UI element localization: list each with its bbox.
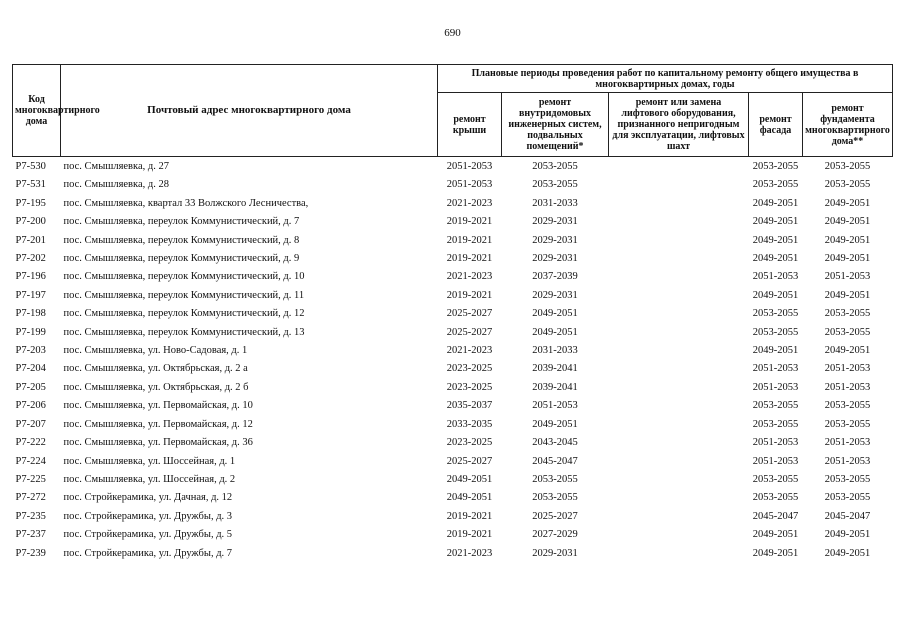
row-address: пос. Смышляевка, ул. Шоссейная, д. 1: [63, 455, 236, 467]
row-foundation: 2051-2053: [824, 271, 871, 283]
row-systems: 2029-2031: [532, 289, 578, 301]
row-address: пос. Смышляевка, ул. Первомайская, д. 12: [63, 418, 253, 430]
row-elevator: [609, 176, 749, 194]
row-elevator: [609, 157, 749, 177]
row-elevator: [609, 453, 749, 471]
row-foundation: 2049-2051: [824, 529, 871, 541]
row-address: пос. Смышляевка, переулок Коммунистический, д. 13: [63, 326, 305, 338]
row-code: Р7-196: [15, 271, 46, 283]
row-facade: 2053-2055: [752, 179, 799, 191]
row-foundation: 2051-2053: [824, 381, 871, 393]
table-row: [13, 379, 893, 397]
row-roof: 2023-2025: [446, 381, 493, 393]
table-row: [13, 526, 893, 544]
row-roof: 2021-2023: [446, 271, 493, 283]
row-foundation: 2051-2053: [824, 363, 871, 375]
row-address: пос. Смышляевка, ул. Шоссейная, д. 2: [63, 473, 236, 485]
header-foundation: ремонт фундамента многоквартирного дома**: [803, 93, 893, 157]
row-systems: 2039-2041: [532, 381, 578, 393]
table-row: [13, 195, 893, 213]
row-systems: 2053-2055: [532, 161, 578, 172]
row-roof: 2021-2023: [446, 197, 493, 209]
row-systems: 2049-2051: [532, 308, 578, 320]
table-row: [13, 434, 893, 452]
row-code: Р7-224: [15, 455, 46, 467]
table-row: [13, 489, 893, 507]
row-systems: 2027-2029: [532, 529, 578, 541]
table-row: [13, 268, 893, 286]
row-foundation: 2049-2051: [824, 289, 871, 301]
row-code: Р7-222: [15, 437, 46, 449]
row-facade: 2049-2051: [752, 345, 799, 357]
row-elevator: [609, 305, 749, 323]
table-row: [13, 324, 893, 342]
row-elevator: [609, 195, 749, 213]
row-code: Р7-204: [15, 363, 46, 375]
row-roof: 2023-2025: [446, 363, 493, 375]
row-elevator: [609, 342, 749, 360]
row-code: Р7-202: [15, 253, 46, 265]
row-roof: 2019-2021: [446, 253, 493, 265]
row-facade: 2051-2053: [752, 363, 799, 375]
row-facade: 2049-2051: [752, 216, 799, 228]
row-foundation: 2045-2047: [824, 510, 871, 522]
row-address: пос. Смышляевка, д. 27: [63, 161, 169, 172]
row-elevator: [609, 268, 749, 286]
row-elevator: [609, 324, 749, 342]
row-address: пос. Смышляевка, ул. Первомайская, д. 10: [63, 400, 253, 412]
row-address: пос. Стройкерамика, ул. Дружбы, д. 3: [63, 510, 233, 522]
row-foundation: 2049-2051: [824, 197, 871, 209]
row-address: пос. Смышляевка, переулок Коммунистический, д. 8: [63, 234, 300, 246]
row-address: пос. Смышляевка, квартал 33 Волжского Лесничества,: [63, 197, 309, 209]
header-facade: ремонт фасада: [749, 93, 803, 157]
row-facade: 2053-2055: [752, 418, 799, 430]
row-elevator: [609, 287, 749, 305]
row-foundation: 2053-2055: [824, 179, 871, 191]
row-systems: 2049-2051: [532, 418, 578, 430]
row-code: Р7-531: [15, 179, 46, 191]
row-roof: 2049-2051: [446, 473, 493, 485]
table-row: [13, 157, 893, 177]
row-roof: 2023-2025: [446, 437, 493, 449]
row-code: Р7-198: [15, 308, 46, 320]
row-elevator: [609, 545, 749, 563]
row-address: пос. Смышляевка, ул. Октябрьская, д. 2 а: [63, 363, 248, 375]
row-code: Р7-195: [15, 197, 46, 209]
row-roof: 2019-2021: [446, 529, 493, 541]
table-row: [13, 416, 893, 434]
row-address: пос. Смышляевка, переулок Коммунистический, д. 10: [63, 271, 305, 283]
row-address: пос. Стройкерамика, ул. Дачная, д. 12: [63, 492, 233, 504]
row-code: Р7-237: [15, 529, 46, 541]
row-foundation: 2053-2055: [824, 326, 871, 338]
row-facade: 2045-2047: [752, 510, 799, 522]
row-code: Р7-205: [15, 381, 46, 393]
row-roof: 2019-2021: [446, 289, 493, 301]
header-address: Почтовый адрес многоквартирного дома: [61, 65, 438, 157]
table-row: [13, 545, 893, 563]
row-address: пос. Смышляевка, переулок Коммунистический, д. 11: [63, 289, 305, 301]
row-code: Р7-207: [15, 418, 46, 430]
row-elevator: [609, 434, 749, 452]
header-systems: ремонт внутридомовых инженерных систем, подвальных помещений*: [502, 93, 609, 157]
header-roof: ремонт крыши: [438, 93, 502, 157]
row-foundation: 2053-2055: [824, 418, 871, 430]
header-periods: Плановые периоды проведения работ по капитальному ремонту общего имущества в многоквартирных домах, годы: [438, 65, 893, 93]
row-elevator: [609, 250, 749, 268]
row-address: пос. Смышляевка, д. 28: [63, 179, 169, 191]
row-facade: 2051-2053: [752, 271, 799, 283]
row-systems: 2029-2031: [532, 216, 578, 228]
row-code: Р7-203: [15, 345, 46, 357]
row-roof: 2051-2053: [446, 179, 493, 191]
row-roof: 2051-2053: [446, 161, 493, 172]
row-address: пос. Смышляевка, ул. Ново-Садовая, д. 1: [63, 345, 248, 357]
row-facade: 2049-2051: [752, 529, 799, 541]
row-foundation: 2053-2055: [824, 308, 871, 320]
row-elevator: [609, 416, 749, 434]
row-facade: 2053-2055: [752, 492, 799, 504]
row-systems: 2053-2055: [532, 473, 578, 485]
row-code: Р7-235: [15, 510, 46, 522]
row-systems: 2045-2047: [532, 455, 578, 467]
table-row: [13, 305, 893, 323]
row-roof: 2025-2027: [446, 326, 493, 338]
row-facade: 2049-2051: [752, 197, 799, 209]
row-facade: 2051-2053: [752, 455, 799, 467]
row-systems: 2051-2053: [532, 400, 578, 412]
row-facade: 2053-2055: [752, 161, 799, 172]
row-elevator: [609, 379, 749, 397]
row-roof: 2019-2021: [446, 234, 493, 246]
row-systems: 2039-2041: [532, 363, 578, 375]
table-row: [13, 342, 893, 360]
row-systems: 2025-2027: [532, 510, 578, 522]
row-foundation: 2051-2053: [824, 437, 871, 449]
row-roof: 2049-2051: [446, 492, 493, 504]
table-row: [13, 213, 893, 231]
row-facade: 2053-2055: [752, 473, 799, 485]
row-foundation: 2053-2055: [824, 473, 871, 485]
page-number: 690: [444, 27, 461, 39]
row-foundation: 2049-2051: [824, 216, 871, 228]
row-foundation: 2053-2055: [824, 161, 871, 172]
row-roof: 2021-2023: [446, 345, 493, 357]
row-facade: 2053-2055: [752, 400, 799, 412]
row-roof: 2019-2021: [446, 216, 493, 228]
table-row: [13, 250, 893, 268]
row-facade: 2051-2053: [752, 381, 799, 393]
header-elevator: ремонт или замена лифтового оборудования, признанного непригодным для эксплуатации, лифтовых шахт: [609, 93, 749, 157]
row-elevator: [609, 508, 749, 526]
row-facade: 2053-2055: [752, 308, 799, 320]
row-roof: 2035-2037: [446, 400, 493, 412]
row-facade: 2049-2051: [752, 253, 799, 265]
row-facade: 2053-2055: [752, 326, 799, 338]
row-code: Р7-201: [15, 234, 46, 246]
row-foundation: 2049-2051: [824, 253, 871, 265]
row-roof: 2033-2035: [446, 418, 493, 430]
row-code: Р7-225: [15, 473, 46, 485]
row-code: Р7-239: [15, 547, 46, 559]
row-roof: 2019-2021: [446, 510, 493, 522]
row-foundation: 2049-2051: [824, 547, 871, 559]
row-code: Р7-200: [15, 216, 46, 228]
row-elevator: [609, 397, 749, 415]
table-row: [13, 397, 893, 415]
row-elevator: [609, 360, 749, 378]
table-row: [13, 508, 893, 526]
row-roof: 2025-2027: [446, 308, 493, 320]
row-foundation: 2053-2055: [824, 400, 871, 412]
row-foundation: 2049-2051: [824, 234, 871, 246]
row-facade: 2049-2051: [752, 289, 799, 301]
row-code: Р7-206: [15, 400, 46, 412]
row-facade: 2049-2051: [752, 547, 799, 559]
row-systems: 2053-2055: [532, 492, 578, 504]
row-systems: 2031-2033: [532, 345, 578, 357]
row-systems: 2053-2055: [532, 179, 578, 191]
row-roof: 2021-2023: [446, 547, 493, 559]
row-address: пос. Смышляевка, переулок Коммунистический, д. 7: [63, 216, 300, 228]
row-address: пос. Смышляевка, переулок Коммунистический, д. 12: [63, 308, 305, 320]
row-code: Р7-197: [15, 289, 46, 301]
row-foundation: 2051-2053: [824, 455, 871, 467]
table-row: [13, 287, 893, 305]
table-row: [13, 360, 893, 378]
row-facade: 2049-2051: [752, 234, 799, 246]
row-code: Р7-530: [15, 161, 46, 172]
row-elevator: [609, 526, 749, 544]
table-row: [13, 232, 893, 250]
row-foundation: 2053-2055: [824, 492, 871, 504]
row-address: пос. Смышляевка, ул. Первомайская, д. 36: [63, 437, 253, 449]
table-row: [13, 453, 893, 471]
row-systems: 2049-2051: [532, 326, 578, 338]
table-row: [13, 471, 893, 489]
header-code: Код многоквартирного дома: [13, 65, 61, 157]
capital-repair-schedule-table: [12, 64, 893, 563]
table-body: [13, 157, 893, 563]
row-foundation: 2049-2051: [824, 345, 871, 357]
row-elevator: [609, 213, 749, 231]
row-systems: 2029-2031: [532, 547, 578, 559]
row-systems: 2043-2045: [532, 437, 578, 449]
row-address: пос. Стройкерамика, ул. Дружбы, д. 5: [63, 529, 233, 541]
row-code: Р7-199: [15, 326, 46, 338]
row-address: пос. Смышляевка, ул. Октябрьская, д. 2 б: [63, 381, 249, 393]
table-header: [13, 65, 893, 157]
row-systems: 2029-2031: [532, 253, 578, 265]
row-address: пос. Смышляевка, переулок Коммунистический, д. 9: [63, 253, 300, 265]
row-address: пос. Стройкерамика, ул. Дружбы, д. 7: [63, 547, 233, 559]
row-elevator: [609, 471, 749, 489]
row-systems: 2029-2031: [532, 234, 578, 246]
table-row: [13, 176, 893, 194]
row-systems: 2031-2033: [532, 197, 578, 209]
row-systems: 2037-2039: [532, 271, 578, 283]
row-facade: 2051-2053: [752, 437, 799, 449]
row-elevator: [609, 489, 749, 507]
row-roof: 2025-2027: [446, 455, 493, 467]
row-code: Р7-272: [15, 492, 46, 504]
row-elevator: [609, 232, 749, 250]
